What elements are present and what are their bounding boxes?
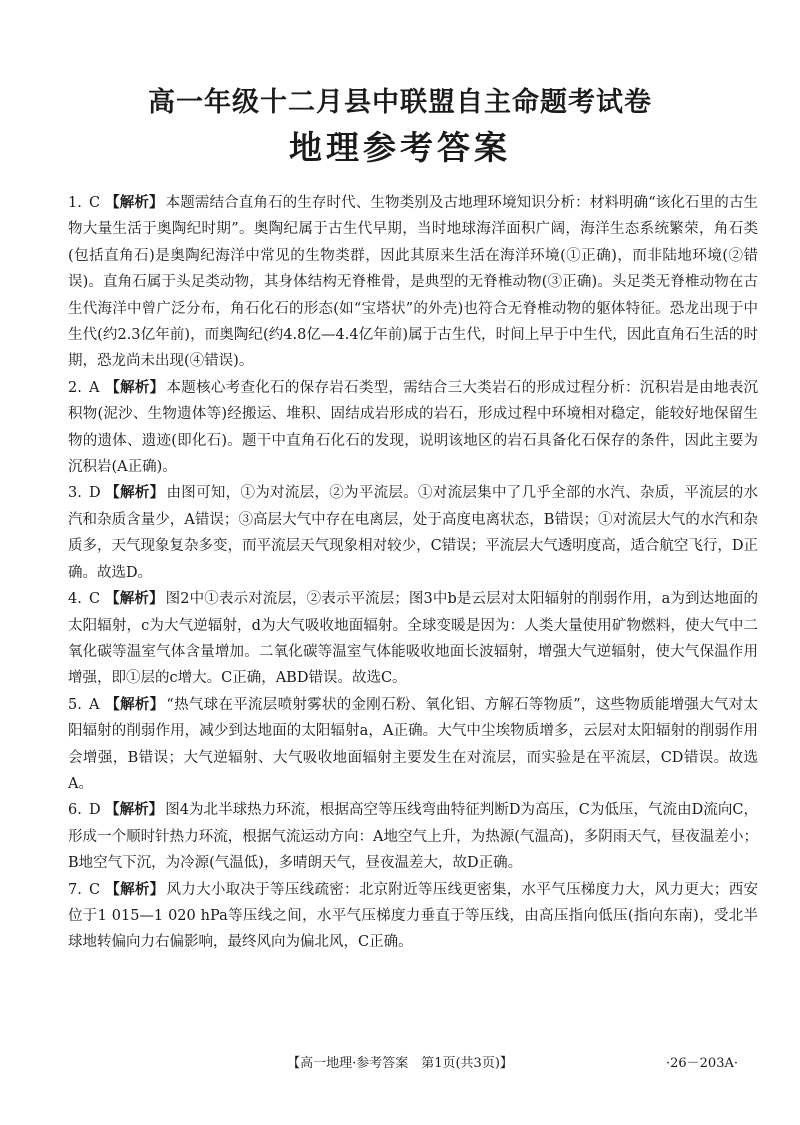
page-footer xyxy=(0,1052,800,1074)
answer-key-title: 地理参考答案 xyxy=(289,128,511,167)
analysis-tag: 【解析】 xyxy=(105,379,165,396)
answer-item xyxy=(68,797,758,876)
analysis-text: 图4为北半球热力环流，根据高空等压线弯曲特征判断D为高压，C为低压，气流由D流向C，形成一个顺时针热力环流，根据气流运动方向：A地空气上升，为热源(气温高)，多阴雨天气，昼夜温差小；B地空气下沉，为冷源(气温低)，多晴朗天气，昼夜温差大，故D正确。 xyxy=(68,802,758,872)
answer-item xyxy=(68,375,758,481)
analysis-text: 本题核心考查化石的保存岩石类型，需结合三大类岩石的形成过程分析：沉积岩是由地表沉积物(泥沙、生物遗体等)经搬运、堆积、固结成岩形成的岩石，形成过程中环境相对稳定，能较好地保留生物的遗体、遗迹(即化石)。题干中直角石化石的发现，说明该地区的岩石具备化石保存的条件，因此主要为沉积岩(A正确)。 xyxy=(68,379,759,476)
answer-item xyxy=(68,480,758,586)
question-number: 7. xyxy=(68,881,82,898)
answer-list xyxy=(68,190,758,956)
analysis-tag: 【解析】 xyxy=(105,195,164,211)
analysis-text: “热气球在平流层喷射雾状的金刚石粉、氧化铝、方解石等物质”，这些物质能增强大气对太阳辐射的削弱作用，减少到达地面的太阳辐射a，A正确。大气中尘埃物质增多，云层对太阳辐射的削弱作用会增强，B错误；大气逆辐射、大气吸收地面辐射主要发生在对流层，而实验是在平流层，CD错误。故选A。 xyxy=(68,696,759,792)
answer-item xyxy=(68,877,758,956)
answer-letter: C xyxy=(89,195,101,211)
answer-letter: A xyxy=(89,379,100,396)
answer-item xyxy=(68,586,758,692)
answer-letter: D xyxy=(89,802,101,819)
analysis-tag: 【解析】 xyxy=(105,881,165,898)
analysis-text: 由图可知，①为对流层，②为平流层。①对流层集中了几乎全部的水汽、杂质，平流层的水汽和杂质含量少，A错误；③高层大气中存在电离层，处于高度电离状态，B错误；①对流层大气的水汽和杂质多，天气现象复杂多变，而平流层天气现象相对较少，C错误；平流层大气透明度高，适合航空飞行，D正确。故选D。 xyxy=(68,485,759,581)
analysis-tag: 【解析】 xyxy=(105,696,165,713)
question-number: 1. xyxy=(68,195,82,211)
analysis-tag: 【解析】 xyxy=(105,802,164,819)
question-number: 6. xyxy=(68,802,82,819)
question-number: 4. xyxy=(68,591,82,608)
exam-title: 高一年级十二月县中联盟自主命题考试卷 xyxy=(148,87,652,118)
question-number: 3. xyxy=(68,485,82,502)
answer-letter: A xyxy=(89,696,100,713)
answer-item xyxy=(68,692,758,798)
answer-item xyxy=(68,190,758,375)
analysis-tag: 【解析】 xyxy=(105,485,165,502)
analysis-text: 图2中①表示对流层，②表示平流层；图3中b是云层对太阳辐射的削弱作用，a为到达地面的太阳辐射，c为大气逆辐射，d为大气吸收地面辐射。全球变暖是因为：人类大量使用矿物燃料，使大气中二氧化碳等温室气体含量增加。二氧化碳等温室气体能吸收地面长波辐射，增强大气逆辐射，使大气保温作用增强，即①层的c增大。C正确，ABD错误。故选C。 xyxy=(68,591,759,687)
footer-code: ·26－203A· xyxy=(665,1056,738,1071)
answer-letter: C xyxy=(89,591,101,608)
question-number: 5. xyxy=(68,696,82,713)
answer-letter: C xyxy=(89,881,101,898)
footer-page-label: 【高一地理·参考答案 第1页(共3页)】 xyxy=(287,1056,513,1071)
question-number: 2. xyxy=(68,379,82,396)
answer-letter: D xyxy=(89,485,101,502)
analysis-text: 风力大小取决于等压线疏密：北京附近等压线更密集，水平气压梯度力大，风力更大；西安位于1 015—1 020 hPa等压线之间，水平气压梯度力垂直于等压线，由高压指向低压(指向东南)，受北半球地转偏向力右偏影响，最终风向为偏北风，C正确。 xyxy=(68,881,759,951)
analysis-text: 本题需结合直角石的生存时代、生物类别及古地理环境知识分析：材料明确“该化石里的古生物大量生活于奥陶纪时期”。奥陶纪属于古生代早期，当时地球海洋面积广阔，海洋生态系统繁荣，角石类(包括直角石)是奥陶纪海洋中常见的生物类群，因此其原来生活在海洋环境(①正确)，而非陆地环境(②错误)。直角石属于头足类动物，其身体结构无脊椎骨，是典型的无脊椎动物(③正确)。头足类无脊椎动物在古生代海洋中曾广泛分布，角石化石的形态(如“宝塔状”的外壳)也符合无脊椎动物的躯体特征。恐龙出现于中生代(约2.3亿年前)，而奥陶纪(约4.8亿—4.4亿年前)属于古生代，时间上早于中生代，因此直角石生活的时期，恐龙尚未出现(④错误)。 xyxy=(68,195,758,370)
analysis-tag: 【解析】 xyxy=(105,591,164,608)
